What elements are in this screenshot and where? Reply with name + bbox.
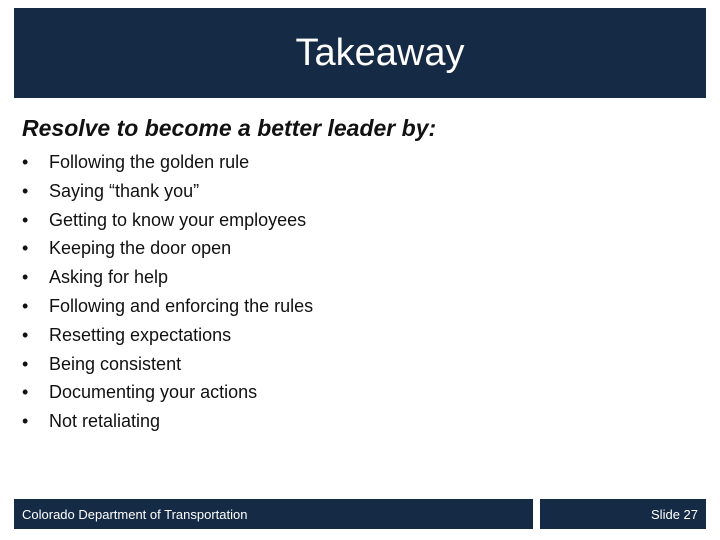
bullet-text: Following the golden rule	[49, 152, 250, 172]
bullet-text: Getting to know your employees	[49, 209, 307, 230]
list-item	[22, 148, 313, 177]
footer-organization: Colorado Department of Transportation	[22, 506, 248, 522]
bullet-text: Keeping the door open	[49, 238, 232, 259]
list-item	[22, 378, 313, 407]
list-item	[22, 321, 313, 350]
bullet-icon: •	[22, 353, 29, 374]
title-bar	[14, 8, 706, 98]
list-item	[22, 350, 313, 379]
list-item	[22, 206, 313, 235]
list-item	[22, 263, 313, 292]
bullet-icon: •	[22, 324, 29, 345]
bullet-text: Resetting expectations	[49, 324, 232, 345]
bullet-icon: •	[22, 295, 29, 316]
bullet-icon: •	[22, 152, 29, 172]
bullet-icon: •	[22, 267, 29, 288]
bullet-icon: •	[22, 382, 29, 403]
bullet-text: Following and enforcing the rules	[49, 295, 314, 316]
bullet-text: Saying “thank you”	[49, 180, 200, 201]
bullet-list	[22, 148, 313, 436]
slide-title: Takeaway	[295, 31, 465, 74]
slide-subtitle: Resolve to become a better leader by:	[22, 115, 437, 141]
footer-slide-number-bar	[540, 499, 706, 529]
list-item	[22, 292, 313, 321]
bullet-text: Documenting your actions	[49, 382, 258, 403]
bullet-icon: •	[22, 411, 29, 432]
bullet-icon: •	[22, 238, 29, 259]
slide-number: Slide 27	[651, 506, 698, 522]
bullet-icon: •	[22, 209, 29, 230]
bullet-text: Being consistent	[49, 353, 182, 374]
bullet-text: Asking for help	[49, 267, 169, 288]
list-item	[22, 234, 313, 263]
list-item	[22, 407, 313, 436]
bullet-text: Not retaliating	[49, 411, 161, 432]
list-item	[22, 177, 313, 206]
footer-organization-bar	[14, 499, 533, 529]
bullet-icon: •	[22, 180, 29, 201]
